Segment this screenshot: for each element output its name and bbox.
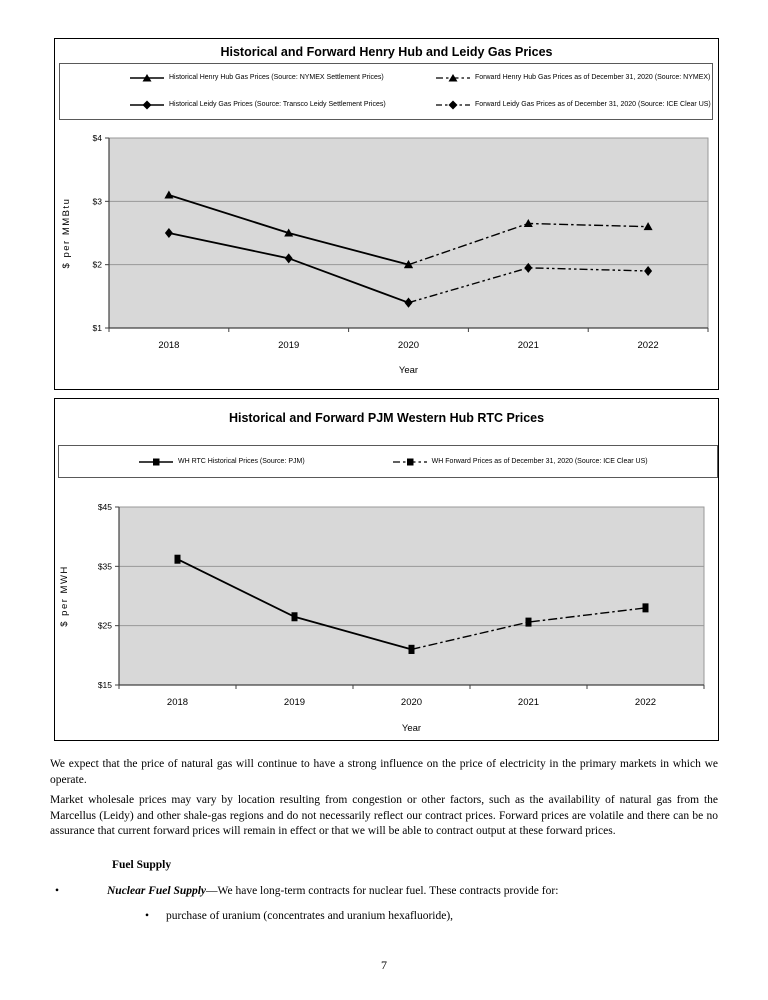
legend-label: Forward Henry Hub Gas Prices as of December 31, 2020 (Source: NYMEX) bbox=[475, 73, 711, 81]
chart-plot bbox=[55, 489, 718, 737]
x-category-label: 2019 bbox=[283, 697, 306, 708]
plot-area bbox=[119, 507, 704, 685]
x-category-label: 2018 bbox=[158, 340, 180, 351]
bullet-item-nuclear-fuel-supply bbox=[50, 884, 718, 900]
legend-label: Forward Leidy Gas Prices as of December 31, 2020 (Source: ICE Clear US) bbox=[475, 101, 711, 109]
y-tick-label: $45 bbox=[97, 502, 112, 512]
y-tick-label: $2 bbox=[92, 259, 102, 270]
dash-dot-line-triangle-marker-icon bbox=[436, 73, 470, 83]
x-axis-title: Year bbox=[398, 365, 419, 376]
y-tick-label: $35 bbox=[97, 561, 112, 572]
x-axis-title: Year bbox=[401, 723, 422, 734]
x-category-label: 2019 bbox=[278, 340, 300, 351]
solid-line-triangle-marker-icon bbox=[130, 73, 164, 83]
dash-dot-line-square-marker-icon bbox=[393, 457, 427, 467]
marker-square bbox=[526, 618, 532, 627]
x-category-label: 2022 bbox=[637, 340, 659, 351]
legend-entry bbox=[393, 457, 648, 467]
y-tick-label: $25 bbox=[97, 620, 112, 631]
marker-square bbox=[175, 555, 181, 564]
y-tick-label: $3 bbox=[92, 196, 102, 207]
marker-square bbox=[643, 603, 649, 612]
y-axis-title: $ per MWH bbox=[59, 565, 70, 627]
solid-line-square-marker-icon bbox=[139, 457, 173, 467]
marker-square bbox=[409, 645, 415, 654]
legend-label: WH RTC Historical Prices (Source: PJM) bbox=[178, 457, 305, 465]
chart-pjm-western-hub-rtc-prices bbox=[54, 398, 719, 741]
paragraph: Market wholesale prices may vary by location resulting from congestion or other factors, such as the availability of natural gas from the Marcellus (Leidy) and other shale-gas regions and do not necessarily reflect our contract prices. Forward prices are volatile and there can be no assurance that current forward prices will remain in effect or that we will be able to contract output at these forward prices. bbox=[50, 794, 718, 838]
x-category-label: 2020 bbox=[400, 697, 423, 708]
solid-line-diamond-marker-icon bbox=[130, 100, 164, 110]
bullet-lead: Nuclear Fuel Supply bbox=[107, 884, 207, 897]
chart-legend bbox=[58, 445, 718, 478]
legend-label: Historical Henry Hub Gas Prices (Source: NYMEX Settlement Prices) bbox=[169, 73, 384, 81]
x-category-label: 2018 bbox=[166, 697, 189, 708]
section-heading-fuel-supply: Fuel Supply bbox=[112, 858, 172, 871]
legend-label: Historical Leidy Gas Prices (Source: Transco Leidy Settlement Prices) bbox=[169, 101, 386, 109]
sub-bullet-text: purchase of uranium (concentrates and uranium hexafluoride), bbox=[166, 910, 454, 923]
paragraph: We expect that the price of natural gas will continue to have a strong influence on the price of electricity in the primary markets in which we operate. bbox=[50, 758, 718, 786]
chart-legend bbox=[59, 63, 713, 120]
bullet-icon: • bbox=[145, 910, 150, 923]
legend-entry bbox=[60, 100, 386, 110]
bullet-text bbox=[107, 884, 718, 900]
legend-entry bbox=[386, 73, 712, 83]
x-category-label: 2022 bbox=[634, 697, 657, 708]
y-tick-label: $1 bbox=[92, 323, 102, 333]
page-number: 7 bbox=[381, 958, 387, 972]
chart-plot bbox=[55, 126, 718, 387]
chart-title: Historical and Forward PJM Western Hub RTC Prices bbox=[228, 411, 545, 425]
legend-entry bbox=[60, 73, 386, 83]
chart-title: Historical and Forward Henry Hub and Leidy Gas Prices bbox=[220, 45, 553, 59]
legend-entry bbox=[139, 457, 305, 467]
dash-dot-line-diamond-marker-icon bbox=[436, 100, 470, 110]
y-tick-label: $4 bbox=[92, 133, 102, 143]
legend-label: WH Forward Prices as of December 31, 2020 (Source: ICE Clear US) bbox=[431, 457, 648, 465]
x-category-label: 2021 bbox=[517, 697, 540, 708]
legend-entry bbox=[386, 100, 712, 110]
x-category-label: 2020 bbox=[397, 340, 420, 351]
body-text bbox=[50, 757, 718, 925]
y-axis-title: $ per MMBtu bbox=[61, 197, 72, 269]
chart-henry-hub-leidy-gas-prices bbox=[54, 38, 719, 390]
bullet-rest: —We have long-term contracts for nuclear fuel. These contracts provide for: bbox=[206, 884, 559, 897]
y-tick-label: $15 bbox=[97, 680, 112, 690]
x-category-label: 2021 bbox=[517, 340, 539, 351]
sub-bullet-item-uranium bbox=[50, 909, 718, 925]
marker-square bbox=[292, 612, 298, 621]
bullet-icon: • bbox=[55, 884, 60, 897]
